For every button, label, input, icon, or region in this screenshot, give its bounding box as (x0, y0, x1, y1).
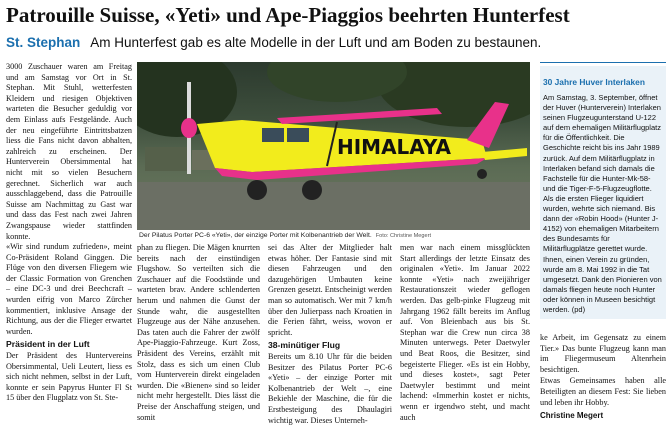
caption-text: Der Pilatus Porter PC-6 «Yeti», der einzige Porter mit Kolbenantrieb der Welt. (139, 232, 372, 239)
paragraph: 3000 Zuschauer waren am Freitag und am Samstag vor Ort in St. Stephan. Mit Stuhl, wetterfesten Kleidern und riesigen Objektiven warteten die Besucher geduldig vor dem Einlass aufs Festgelände. Auch der neu eingeführte Eintrittsbatzen liess die Fans nicht davon abhalten, zahlreich zu erscheinen. Der Hunterverein Obersimmental hat nicht mit so vielen Besuchern gerechnet. Sicherlich war auch ausschlaggebend, dass die Patrouille Suisse am Nachmittag zu Gast war und dass das Fest nach zwei Jahren Zwangspause wieder stattfinden konnte. (6, 62, 132, 241)
lead-text: Am Hunterfest gab es alte Modelle in der Luft und am Boden zu bestaunen. (90, 35, 542, 50)
photo-credit: Foto: Christine Megert (375, 233, 432, 239)
paragraph: Der Präsident des Huntervereins Obersimmental, Ueli Leutert, liess es sich nicht nehmen, selbst in der Luft, konnte er sein Papyrus Hunter Fl St 15 über den Flugplatz von St. Ste- (6, 351, 132, 403)
lead-row (6, 34, 666, 52)
author-byline: Christine Megert (540, 411, 604, 421)
photo-caption (139, 231, 531, 241)
article-column-2 (137, 243, 260, 436)
paragraph: «Wir sind rundum zufrieden», meint Co-Präsident Roland Ginggen. Die Flüge von den diversen Fliegern wie der Classic Formation von Grenchen – eine DC-3 und drei Beechcraft – wurden eifrig von Marco Zürcher kommentiert, inklusive Ansage der Richtung, aus der die Flieger erwartet wurden. (6, 242, 132, 336)
subhead-flight: 38-minütiger Flug (268, 340, 341, 351)
paragraph: Etwas Gemeinsames haben alle Beteiligten an diesem Fest: Sie lieben und leben ihr Hobby. (540, 376, 666, 407)
paragraph: ke Arbeit, im Gegensatz zu einem Tier.» Das bunte Flugzeug kann man im Fliegermuseum Altenrhein besichtigen. (540, 333, 666, 374)
sidebar-title: 30 Jahre Huver Interlaken (540, 66, 666, 91)
paragraph: phan zu fliegen. Die Mägen knurrten bereits nach der einstündigen Flugshow. So verteilten sich die Zuschauer auf die Foodstände und warteten brav. Andere schlenderten herum und nahmen die Gunst der Stunde wahr, die ausgestellten Flugzeuge aus der Nähe anzusehen. Das taten auch die Fahrer der zwölf Ape-Piaggio-Fahrzeuge. Kurt Zoss, Präsident des Vereins, erzählt mit Stolz, dass es sich um einen Club vom Hunterverein direkt eingeladen wurden. Die «Bienen» sind so leider nicht mehr hergestellt. Dies lässt die Preise der Anschaffung steigen, und somit (137, 243, 260, 422)
paragraph: sei das Alter der Mitglieder halt etwas höher. Der Fantasie sind mit diesen Fahrzeugen und den dazugehörigen Umbauten keine Grenzen gesetzt. Entscheinigt werden man so automatisch. Wer mit 7 km/h über den Julierpass nach Kroatien in die Ferien fährt, weiss, wovon er spricht. (268, 243, 392, 337)
paragraph: Bereits um 8.10 Uhr für die beiden Besitzer des Pilatus Porter PC-6 «Yeti» – der einzige Porter mit Kolbenantrieb der Welt –, eine Bekiehle der Maschine, die für die Erstbesteigung des Dhaulagiri wichtig war. Dieses Unterneh- (268, 351, 392, 425)
paragraph: men war nach einem missglückten Start allerdings der letzte Einsatz des originalen «Yeti». Im Januar 2022 konnte «Yeti» nach zweijähriger Restaurationszeit wieder geflogen werden. Das gelb-pinke Flugzeug mit Jahrgang 1962 fällt bereits im Anflug auf. Von Bleienbach aus bis St. Stephan war die Crew nun circa 38 Minuten unterwegs. Peter Daetwyler und Beat Roos, die Besitzer, sind begeisterte Flieger. «Es ist ein Hobby, und dieses kostet», sagt Peter Daetwyler bestimmt und meint lachend: «Immerhin kostet er nichts, wenn er irgendwo steht, und macht auch (400, 243, 530, 422)
article-column-end (540, 333, 666, 422)
article-photo (137, 62, 530, 230)
article-column-4 (400, 243, 530, 436)
sidebar-body: Am Samstag, 3. September, öffnet der Huver (Hunterverein) Interlaken seinen Flugzeugunterstand U-122 auf dem ehemaligen Militärflugplatz für die Öffentlichkeit. Die Geschichte reicht bis ins Jahr 1989 zurück. Auf dem Militärflugplatz in Interlaken befand sich damals die Fachstelle für die Hunter-Mk-58- und die Tiger-F-5-Flugzeugflotte. Als die ersten Flieger liquidiert wurden, wehrte sich niemand. Bis dann der «Robin Hood» (Hunter J-4152) von ehemaligen Mitarbeitern des Bundesamts für Militärflugplätze gerettet wurde. Ihnen, einen Verein zu gründen, wurde am 8. Mai 1992 in die Tat umgesetzt. Dank den Pionieren von damals fliegen heute noch Hunter oder können in Museen besichtigt werden. (pd) (540, 91, 666, 319)
subhead-president: Präsident in der Luft (6, 339, 90, 350)
dateline-location: St. Stephan (6, 35, 81, 50)
sidebar-rule (540, 62, 666, 63)
plane-illustration (137, 62, 530, 230)
headline: Patrouille Suisse, «Yeti» und Ape-Piaggios beehrten Hunterfest (6, 3, 570, 27)
article-column-1 (6, 62, 132, 436)
plane-lettering: HIMALAYA (337, 135, 451, 159)
article-column-3 (268, 243, 392, 436)
